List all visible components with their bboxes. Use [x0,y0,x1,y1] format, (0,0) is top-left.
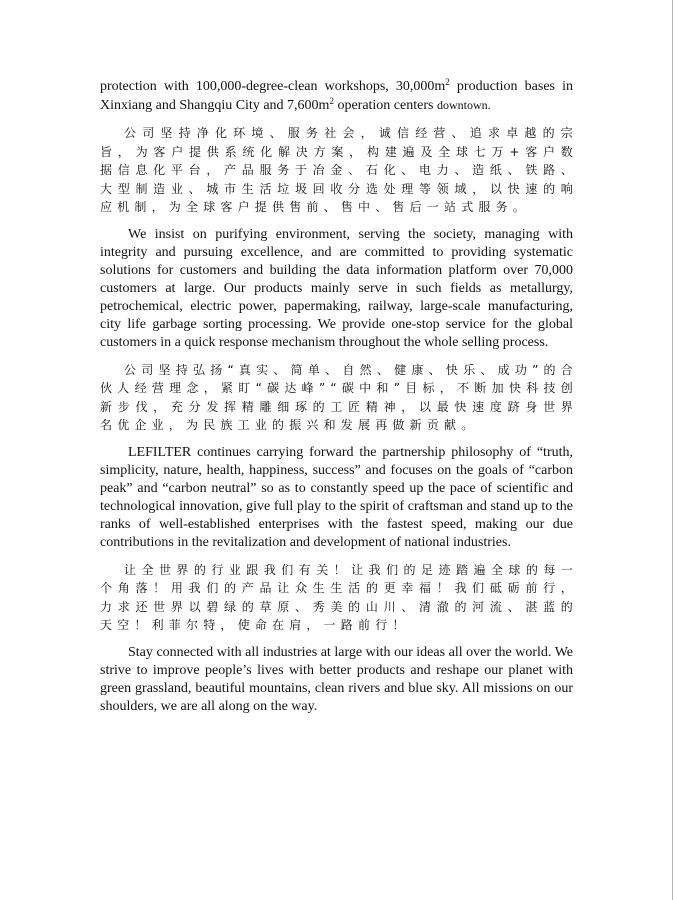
paragraph-intro-tail [100,78,573,115]
paragraph-english-vision: Stay connected with all industries at large with our ideas all over the world. We strive to improve people’s lives with better products and reshape our planet with green grassland, beautiful mountains, clean rivers and blue sky. All missions on our shoulders, we are all along on the way. [100,644,573,714]
page-edge-divider [672,0,673,900]
paragraph-chinese-philosophy: 公司坚持弘扬“真实、简单、自然、健康、快乐、成功”的合伙人经营理念，紧盯“碳达峰”“碳中和”目标，不断加快科技创新步伐，充分发挥精雕细琢的工匠精神，以最快速度跻身世界名优企业，为民族工业的振兴和发展再做新贡献。 [100,362,578,432]
paragraph-chinese-vision: 让全世界的行业跟我们有关！让我们的足迹踏遍全球的每一个角落！用我们的产品让众生生活的更幸福！我们砥砺前行，力求还世界以碧绿的草原、秀美的山川、清澈的河流、湛蓝的天空！利菲尔特，使命在肩，一路前行！ [100,562,578,632]
intro-text-1: protection with 100,000-degree-clean workshops, 30,000m [100,79,446,94]
intro-text-2: production bases in Xinxiang and Shangqiu City and 7,600m [100,79,573,113]
superscript-2: 2 [329,96,334,106]
intro-text-3: operation centers [333,98,437,113]
intro-text-4: downtown. [436,98,491,112]
paragraph-chinese-mission: 公司坚持净化环境、服务社会，诚信经营、追求卓越的宗旨，为客户提供系统化解决方案，构建遍及全球七万+客户数据信息化平台，产品服务于冶金、石化、电力、造纸、铁路、大型制造业、城市生活垃圾回收分选处理等领域，以快速的响应机制，为全球客户提供售前、售中、售后一站式服务。 [100,126,578,214]
paragraph-english-mission: We insist on purifying environment, serving the society, managing with integrity and pursuing excellence, and are committed to providing systematic solutions for customers and building the data information platform over 70,000 customers at large. Our products mainly serve in such fields as metallurgy, petrochemical, electric power, papermaking, railway, large-scale manufacturing, city life garbage sorting processing. We provide one-stop service for the global customers in a quick response mechanism throughout the whole selling process. [100,226,573,350]
superscript-1: 2 [445,77,450,87]
paragraph-english-philosophy: LEFILTER continues carrying forward the partnership philosophy of “truth, simplicity, nature, health, happiness, success” and focuses on the goals of “carbon peak” and “carbon neutral” so as to constantly speed up the pace of scientific and technological innovation, give full play to the spirit of craftsman and stand up to the ranks of well-established enterprises with the fastest speed, making our due contributions in the revitalization and development of national industries. [100,444,573,550]
page-content [100,77,578,716]
